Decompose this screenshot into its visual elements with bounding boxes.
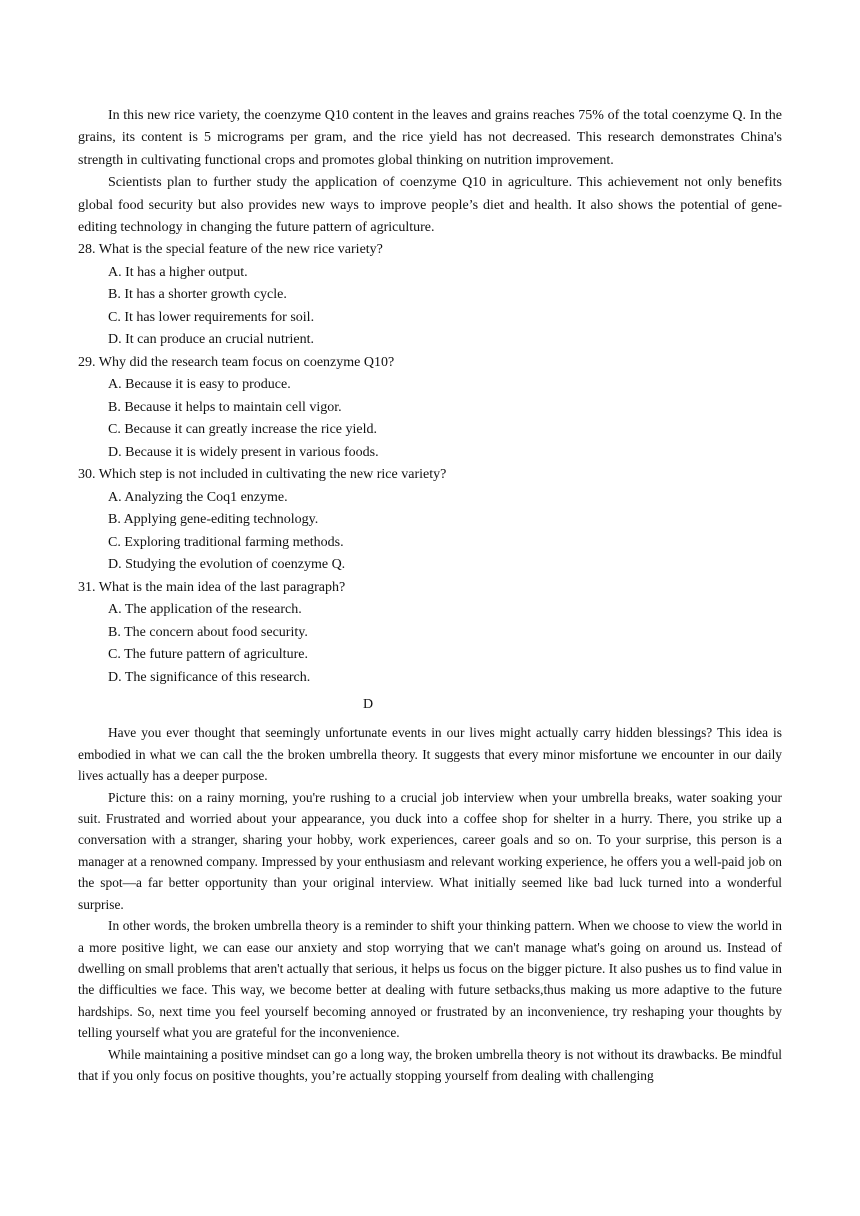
option-a: A. Analyzing the Coq1 enzyme. (108, 489, 288, 505)
option-d: D. Studying the evolution of coenzyme Q. (108, 557, 346, 573)
question-28 (78, 239, 782, 352)
passage-paragraph: In other words, the broken umbrella theory is a reminder to shift your thinking pattern. When we choose to view the world in a more positive light, we can ease our anxiety and stop worrying that we can't manage what's going on around us. Instead of dwelling on small problems that aren't actually that serious, it helps us focus on the bigger picture. It also pushes us to find value in the difficulties we face. This way, we become better at dealing with future setbacks,thus making us more adaptive to the future hardships. So, next time you feel yourself becoming annoyed or frustrated by an inconvenience, try reshaping your thoughts by telling yourself what you are grateful for the inconvenience. (78, 918, 782, 1041)
option-c: C. Exploring traditional farming methods. (108, 534, 344, 550)
question-stem: 29. Why did the research team focus on coenzyme Q10? (78, 354, 395, 370)
question-stem: 31. What is the main idea of the last paragraph? (78, 579, 346, 595)
question-31 (78, 577, 782, 690)
option-b: B. It has a shorter growth cycle. (108, 287, 287, 303)
option-d: D. The significance of this research. (108, 669, 311, 685)
option-d: D. Because it is widely present in various foods. (108, 444, 379, 460)
passage-d (78, 722, 782, 1086)
option-c: C. Because it can greatly increase the rice yield. (108, 422, 377, 438)
option-c: C. The future pattern of agriculture. (108, 647, 308, 663)
question-30 (78, 464, 782, 577)
question-stem: 28. What is the special feature of the new rice variety? (78, 242, 383, 258)
option-b: B. Applying gene-editing technology. (108, 512, 319, 528)
option-a: A. Because it is easy to produce. (108, 377, 291, 393)
question-stem: 30. Which step is not included in cultivating the new rice variety? (78, 467, 447, 483)
option-b: B. Because it helps to maintain cell vigor. (108, 399, 342, 415)
option-b: B. The concern about food security. (108, 624, 308, 640)
section-heading-d: D (362, 697, 374, 713)
passage-paragraph: Picture this: on a rainy morning, you're rushing to a crucial job interview when your umbrella breaks, water soaking your suit. Frustrated and worried about your appearance, you duck into a coffee shop for shelter in a hurry. There, you strike up a conversation with a stranger, sharing your hobby, work experiences, career goals and so on. To your surprise, this person is a manager at a renowned company. Impressed by your enthusiasm and relevant working experience, he offers you a well-paid job on the spot—a far better opportunity than your original interview. What initially seemed like bad luck turned into a wonderful surprise. (78, 789, 782, 912)
passage-paragraph: In this new rice variety, the coenzyme Q10 content in the leaves and grains reaches 75% of the total coenzyme Q. In the grains, its content is 5 micrograms per gram, and the rice yield has not decreased. This research demonstrates China's strength in cultivating functional crops and promotes global thinking on nutrition improvement. (78, 108, 782, 168)
passage-paragraph: Have you ever thought that seemingly unfortunate events in our lives might actually carry hidden blessings? This idea is embodied in what we can call the the broken umbrella theory. It suggests that every minor misfortune we encounter in our daily lives actually has a deeper purpose. (78, 725, 782, 784)
document-page (78, 105, 782, 1086)
option-a: A. The application of the research. (108, 602, 302, 618)
passage-paragraph: While maintaining a positive mindset can go a long way, the broken umbrella theory is not without its drawbacks. Be mindful that if you only focus on positive thoughts, you’re actually stopping yourself from dealing with challenging (78, 1046, 782, 1083)
option-c: C. It has lower requirements for soil. (108, 309, 315, 325)
question-29 (78, 352, 782, 465)
option-a: A. It has a higher output. (108, 264, 248, 280)
option-d: D. It can produce an crucial nutrient. (108, 332, 315, 348)
passage-paragraph: Scientists plan to further study the application of coenzyme Q10 in agriculture. This achievement not only benefits global food security but also provides new ways to improve people’s diet and health. It also shows the potential of gene-editing technology in changing the future pattern of agriculture. (78, 175, 782, 236)
passage-c-tail (78, 105, 782, 239)
